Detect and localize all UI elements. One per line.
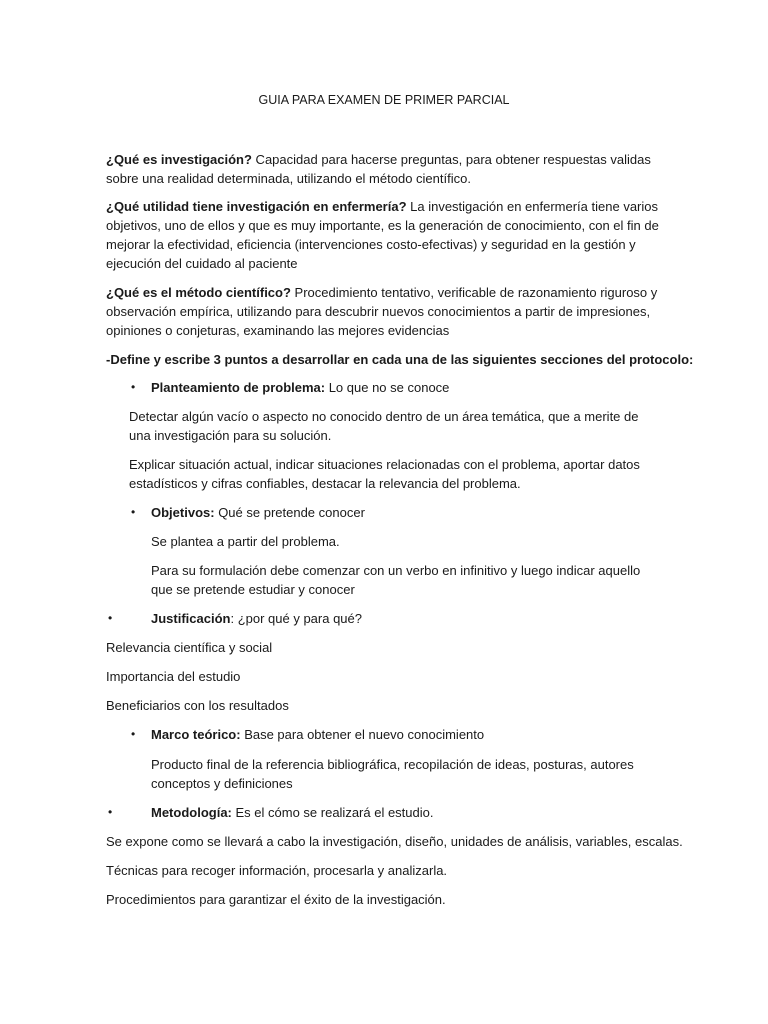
question-label: ¿Qué es el método científico? <box>106 285 291 300</box>
question-investigacion <box>106 150 666 188</box>
paragraph: Explicar situación actual, indicar situaciones relacionadas con el problema, aportar datos estadísticos y cifras confiables, destacar la relevancia del problema. <box>129 457 640 491</box>
paragraph: Beneficiarios con los resultados <box>106 698 289 713</box>
question-utilidad <box>106 197 666 273</box>
bullet-icon: • <box>108 611 113 625</box>
section-text: Es el cómo se realizará el estudio. <box>231 805 434 820</box>
section-label: Planteamiento de problema: <box>151 380 326 395</box>
question-label: ¿Qué es investigación? <box>106 152 252 167</box>
page-title: GUIA PARA EXAMEN DE PRIMER PARCIAL <box>258 93 510 107</box>
paragraph: Relevancia científica y social <box>106 640 273 655</box>
bullet-icon: • <box>131 727 136 741</box>
paragraph: Procedimientos para garantizar el éxito de la investigación. <box>106 892 446 907</box>
bullet-icon: • <box>108 805 113 819</box>
section-text: Qué se pretende conocer <box>214 505 365 520</box>
section-metodologia <box>151 803 434 822</box>
section-label: Marco teórico: <box>151 727 241 742</box>
section-text: Base para obtener el nuevo conocimiento <box>240 727 485 742</box>
answer-text: La investigación en enfermería tiene varios objetivos, uno de ellos y que es muy importante, es la generación de conocimiento, con el fin de mejorar la efectividad, eficiencia (intervenciones costo-efectivas) y seguridad en la gestión y ejecución del cuidado al paciente <box>106 199 659 271</box>
answer-text: Procedimiento tentativo, verificable de razonamiento riguroso y observación empírica, utilizando para descubrir nuevos conocimientos a partir de impresiones, opiniones o conjeturas, examinando las mejores evidencias <box>106 285 658 338</box>
paragraph: Se plantea a partir del problema. <box>151 534 340 549</box>
question-metodo <box>106 283 666 340</box>
paragraph: Técnicas para recoger información, procesarla y analizarla. <box>106 863 448 878</box>
paragraph: Detectar algún vacío o aspecto no conocido dentro de un área temática, que a merite de una investigación para su solución. <box>129 409 639 443</box>
section-objetivos <box>151 503 365 522</box>
paragraph: Para su formulación debe comenzar con un verbo en infinitivo y luego indicar aquello que se pretende estudiar y conocer <box>151 563 641 597</box>
section-label: Objetivos: <box>151 505 215 520</box>
paragraph: Se expone como se llevará a cabo la investigación, diseño, unidades de análisis, variables, escalas. <box>106 834 683 849</box>
instruction-text: -Define y escribe 3 puntos a desarrollar en cada una de las siguientes secciones del protocolo: <box>106 352 694 367</box>
question-label: ¿Qué utilidad tiene investigación en enfermería? <box>106 199 407 214</box>
bullet-icon: • <box>131 505 136 519</box>
bullet-icon: • <box>131 380 136 394</box>
paragraph: Importancia del estudio <box>106 669 241 684</box>
answer-text: Capacidad para hacerse preguntas, para obtener respuestas validas sobre una realidad determinada, utilizando el método científico. <box>106 152 651 186</box>
section-text: Lo que no se conoce <box>325 380 450 395</box>
section-marco <box>151 725 484 744</box>
section-justificacion <box>151 609 362 628</box>
section-text: : ¿por qué y para qué? <box>230 611 362 626</box>
paragraph: Producto final de la referencia bibliográfica, recopilación de ideas, posturas, autores conceptos y definiciones <box>151 757 634 791</box>
section-planteamiento <box>151 378 449 397</box>
section-label: Justificación <box>151 611 231 626</box>
section-label: Metodología: <box>151 805 232 820</box>
